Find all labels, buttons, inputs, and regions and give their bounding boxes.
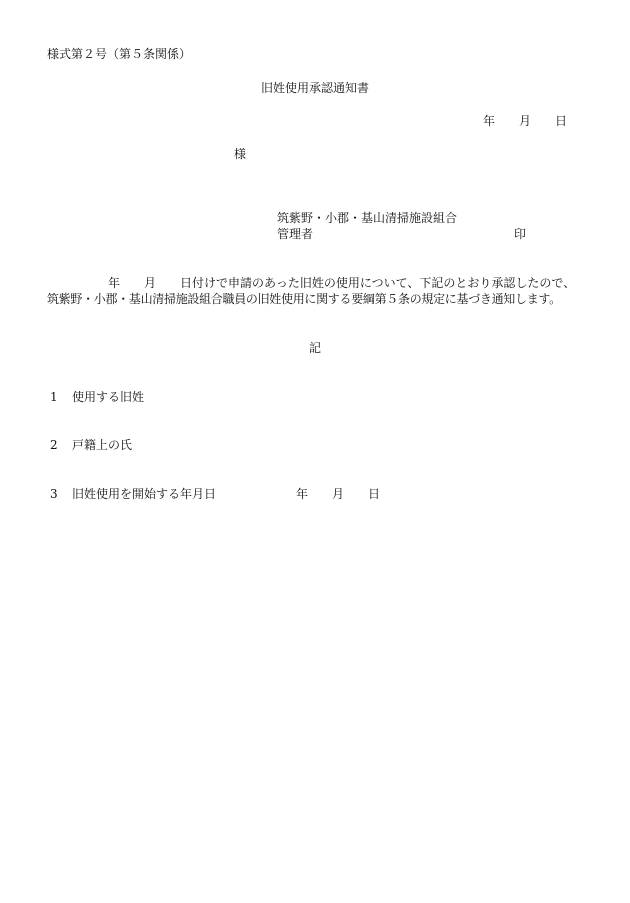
issue-date bbox=[483, 114, 567, 128]
start-date-year: 年 bbox=[296, 487, 309, 501]
addressee-suffix: 様 bbox=[234, 147, 247, 161]
document-title: 旧姓使用承認通知書 bbox=[260, 81, 369, 95]
sender-role: 管理者 bbox=[277, 227, 314, 241]
body-month: 月 bbox=[144, 276, 157, 290]
form-number: 様式第２号（第５条関係） bbox=[47, 47, 192, 61]
body-line-2: 筑紫野・小郡・基山清掃施設組合職員の旧姓使用に関する要綱第５条の規定に基づき通知します。 bbox=[47, 292, 561, 306]
item-number: 2 bbox=[50, 438, 58, 452]
issue-date-day: 日 bbox=[555, 114, 568, 128]
list-item bbox=[50, 438, 132, 452]
sender-organization: 筑紫野・小郡・基山清掃施設組合 bbox=[277, 211, 458, 225]
issue-date-month: 月 bbox=[519, 114, 532, 128]
item-number: 3 bbox=[50, 487, 58, 501]
ki-heading: 記 bbox=[308, 341, 321, 355]
seal-mark: 印 bbox=[514, 227, 527, 241]
list-item bbox=[50, 390, 144, 404]
item-number: 1 bbox=[50, 390, 58, 404]
start-date-month: 月 bbox=[332, 487, 345, 501]
item-label: 使用する旧姓 bbox=[72, 390, 145, 404]
body-year: 年 bbox=[108, 276, 121, 290]
start-date-day: 日 bbox=[368, 487, 381, 501]
list-item bbox=[50, 487, 216, 501]
body-line-1-rest: 日付けで申請のあった旧姓の使用について、下記のとおり承認したので、 bbox=[180, 276, 576, 290]
start-date bbox=[296, 487, 380, 501]
body-line-1 bbox=[108, 276, 575, 290]
item-label: 旧姓使用を開始する年月日 bbox=[72, 487, 217, 501]
item-label: 戸籍上の氏 bbox=[72, 438, 133, 452]
issue-date-year: 年 bbox=[483, 114, 496, 128]
